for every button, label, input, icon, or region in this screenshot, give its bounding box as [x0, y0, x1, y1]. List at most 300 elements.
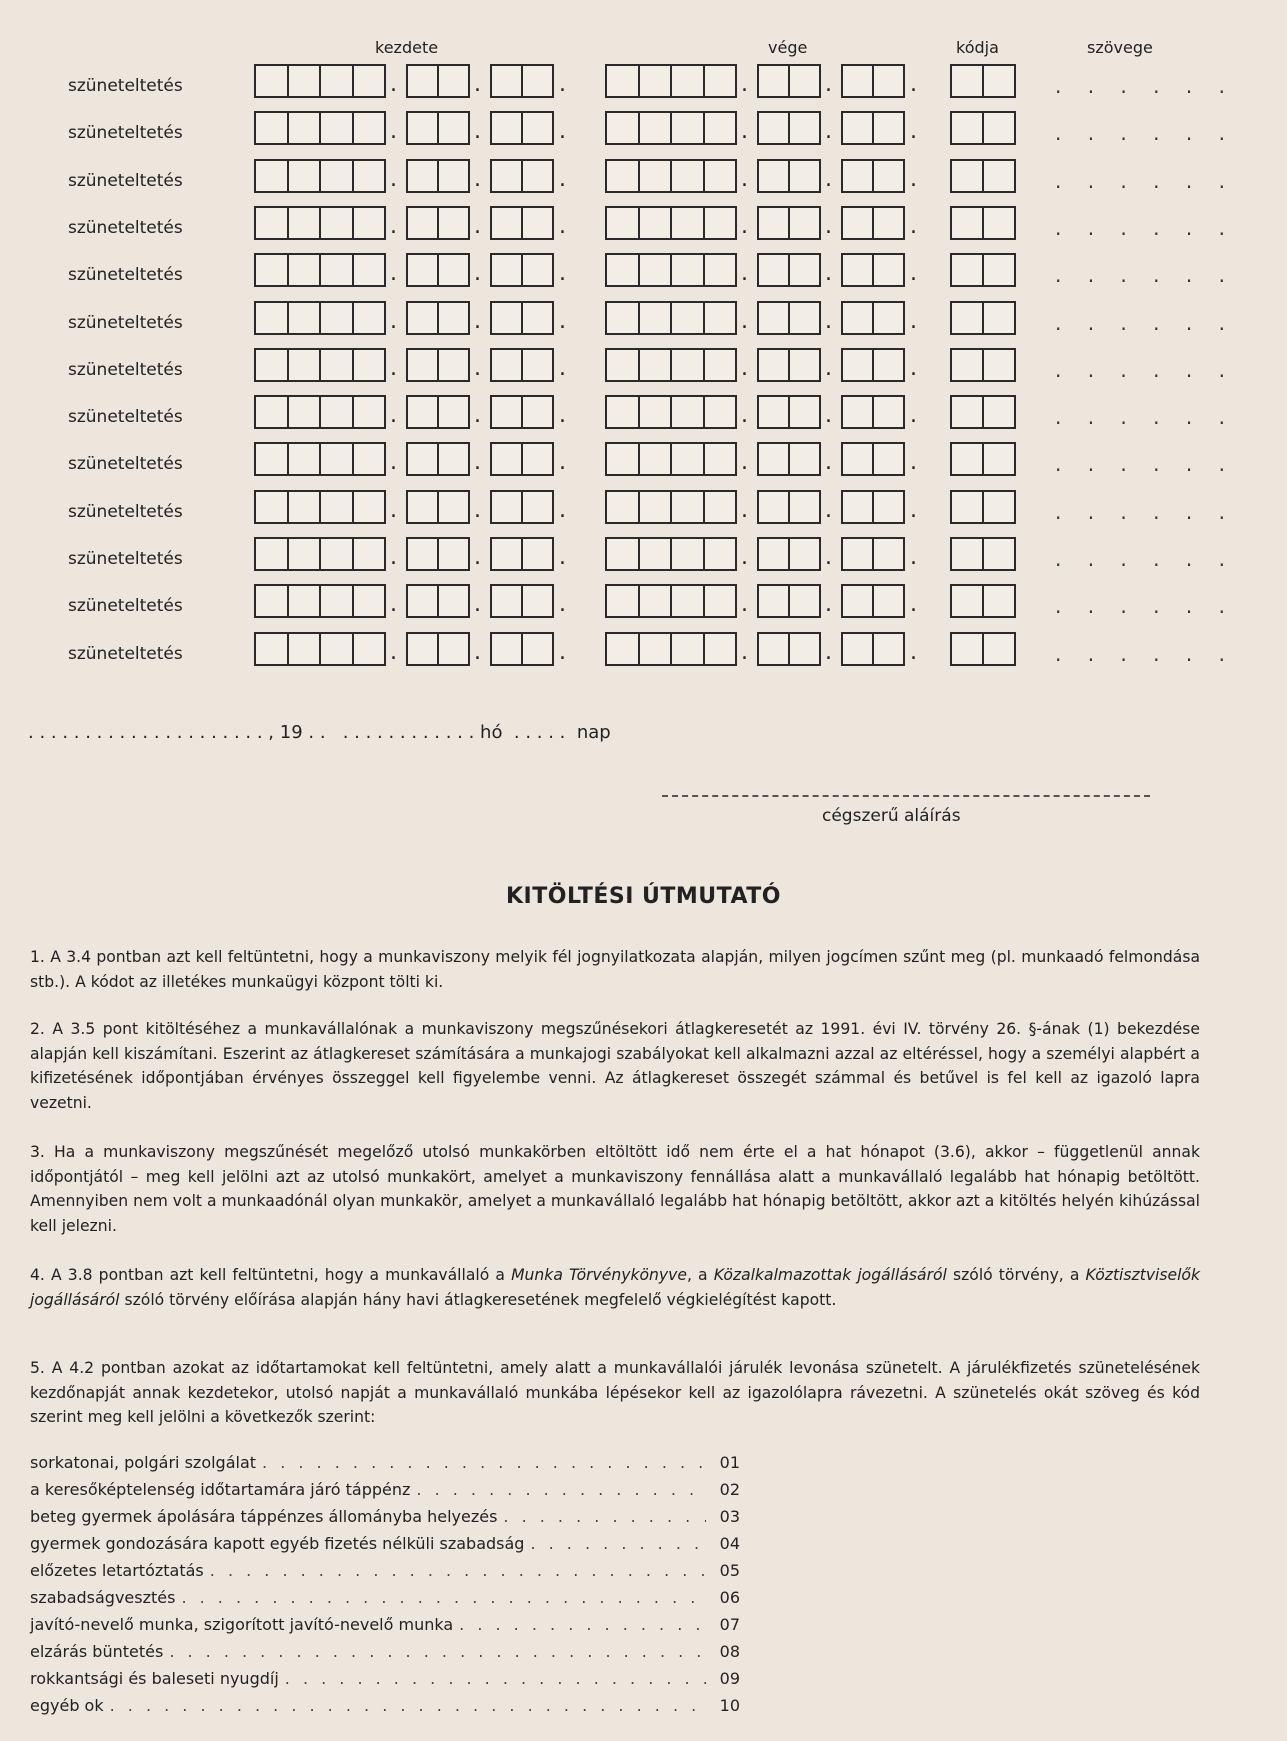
digit-cell[interactable]	[256, 255, 289, 285]
digit-cell[interactable]	[289, 66, 322, 96]
year-boxes[interactable]	[605, 64, 737, 98]
reason-text-field[interactable]: . . . . . .	[1055, 641, 1235, 666]
month-boxes[interactable]	[406, 395, 470, 429]
code-cells[interactable]	[950, 442, 1016, 476]
digit-cell[interactable]	[408, 303, 439, 333]
digit-cell[interactable]	[492, 113, 523, 143]
digit-cell[interactable]	[759, 397, 790, 427]
digit-cell[interactable]	[952, 255, 984, 285]
digit-cell[interactable]	[354, 350, 385, 380]
digit-cell[interactable]	[790, 586, 819, 616]
digit-cell[interactable]	[289, 586, 322, 616]
digit-cell[interactable]	[439, 303, 468, 333]
reason-text-field[interactable]: . . . . . .	[1055, 74, 1235, 98]
digit-cell[interactable]	[843, 397, 874, 427]
day-boxes[interactable]	[841, 584, 905, 618]
day-boxes[interactable]	[841, 395, 905, 429]
day-boxes[interactable]	[841, 442, 905, 476]
digit-cell[interactable]	[523, 113, 552, 143]
digit-cell[interactable]	[321, 586, 354, 616]
digit-cell[interactable]	[607, 66, 640, 96]
digit-cell[interactable]	[289, 634, 322, 664]
digit-cell[interactable]	[672, 350, 705, 380]
digit-cell[interactable]	[790, 208, 819, 238]
digit-cell[interactable]	[984, 161, 1014, 191]
digit-cell[interactable]	[256, 66, 289, 96]
day-boxes[interactable]	[841, 348, 905, 382]
digit-cell[interactable]	[874, 444, 903, 474]
digit-cell[interactable]	[256, 634, 289, 664]
digit-cell[interactable]	[354, 539, 385, 569]
year-boxes[interactable]	[254, 490, 386, 524]
digit-cell[interactable]	[354, 492, 385, 522]
digit-cell[interactable]	[952, 539, 984, 569]
digit-cell[interactable]	[354, 66, 385, 96]
digit-cell[interactable]	[523, 208, 552, 238]
year-boxes[interactable]	[605, 301, 737, 335]
code-cells[interactable]	[950, 111, 1016, 145]
digit-cell[interactable]	[672, 397, 705, 427]
digit-cell[interactable]	[408, 586, 439, 616]
digit-cell[interactable]	[492, 350, 523, 380]
year-boxes[interactable]	[254, 253, 386, 287]
month-boxes[interactable]	[406, 442, 470, 476]
digit-cell[interactable]	[354, 397, 385, 427]
reason-text-field[interactable]: . . . . . .	[1055, 168, 1235, 193]
digit-cell[interactable]	[607, 113, 640, 143]
digit-cell[interactable]	[408, 397, 439, 427]
digit-cell[interactable]	[952, 350, 984, 380]
digit-cell[interactable]	[705, 303, 736, 333]
digit-cell[interactable]	[289, 444, 322, 474]
digit-cell[interactable]	[759, 634, 790, 664]
digit-cell[interactable]	[843, 208, 874, 238]
digit-cell[interactable]	[640, 113, 673, 143]
digit-cell[interactable]	[640, 350, 673, 380]
month-boxes[interactable]	[757, 111, 821, 145]
reason-text-field[interactable]: . . . . . .	[1055, 452, 1235, 477]
digit-cell[interactable]	[492, 586, 523, 616]
digit-cell[interactable]	[705, 492, 736, 522]
code-cells[interactable]	[950, 395, 1016, 429]
digit-cell[interactable]	[672, 255, 705, 285]
digit-cell[interactable]	[705, 161, 736, 191]
digit-cell[interactable]	[354, 113, 385, 143]
day-boxes[interactable]	[490, 348, 554, 382]
digit-cell[interactable]	[672, 161, 705, 191]
digit-cell[interactable]	[984, 634, 1014, 664]
digit-cell[interactable]	[790, 255, 819, 285]
digit-cell[interactable]	[354, 303, 385, 333]
digit-cell[interactable]	[874, 113, 903, 143]
digit-cell[interactable]	[321, 303, 354, 333]
digit-cell[interactable]	[289, 255, 322, 285]
digit-cell[interactable]	[321, 397, 354, 427]
digit-cell[interactable]	[843, 66, 874, 96]
month-boxes[interactable]	[757, 490, 821, 524]
digit-cell[interactable]	[790, 634, 819, 664]
digit-cell[interactable]	[321, 161, 354, 191]
digit-cell[interactable]	[984, 444, 1014, 474]
day-boxes[interactable]	[841, 537, 905, 571]
year-boxes[interactable]	[605, 253, 737, 287]
digit-cell[interactable]	[439, 492, 468, 522]
digit-cell[interactable]	[874, 303, 903, 333]
digit-cell[interactable]	[640, 539, 673, 569]
year-boxes[interactable]	[605, 348, 737, 382]
digit-cell[interactable]	[759, 444, 790, 474]
month-boxes[interactable]	[406, 537, 470, 571]
code-cells[interactable]	[950, 348, 1016, 382]
digit-cell[interactable]	[790, 397, 819, 427]
digit-cell[interactable]	[321, 492, 354, 522]
month-boxes[interactable]	[757, 584, 821, 618]
digit-cell[interactable]	[354, 161, 385, 191]
digit-cell[interactable]	[321, 539, 354, 569]
reason-text-field[interactable]: . . . . . .	[1055, 310, 1235, 335]
year-boxes[interactable]	[605, 584, 737, 618]
month-boxes[interactable]	[406, 301, 470, 335]
digit-cell[interactable]	[790, 350, 819, 380]
digit-cell[interactable]	[640, 444, 673, 474]
digit-cell[interactable]	[607, 303, 640, 333]
digit-cell[interactable]	[607, 634, 640, 664]
year-boxes[interactable]	[605, 537, 737, 571]
digit-cell[interactable]	[874, 586, 903, 616]
month-boxes[interactable]	[757, 442, 821, 476]
digit-cell[interactable]	[523, 444, 552, 474]
year-boxes[interactable]	[605, 159, 737, 193]
day-boxes[interactable]	[841, 111, 905, 145]
digit-cell[interactable]	[790, 539, 819, 569]
year-boxes[interactable]	[254, 348, 386, 382]
code-cells[interactable]	[950, 584, 1016, 618]
day-boxes[interactable]	[490, 301, 554, 335]
digit-cell[interactable]	[759, 586, 790, 616]
digit-cell[interactable]	[492, 161, 523, 191]
code-cells[interactable]	[950, 253, 1016, 287]
month-boxes[interactable]	[757, 206, 821, 240]
digit-cell[interactable]	[952, 492, 984, 522]
digit-cell[interactable]	[289, 161, 322, 191]
year-boxes[interactable]	[605, 206, 737, 240]
digit-cell[interactable]	[408, 539, 439, 569]
year-boxes[interactable]	[254, 301, 386, 335]
digit-cell[interactable]	[952, 444, 984, 474]
digit-cell[interactable]	[874, 255, 903, 285]
month-boxes[interactable]	[757, 395, 821, 429]
day-boxes[interactable]	[490, 253, 554, 287]
digit-cell[interactable]	[289, 303, 322, 333]
digit-cell[interactable]	[672, 113, 705, 143]
digit-cell[interactable]	[607, 161, 640, 191]
digit-cell[interactable]	[492, 255, 523, 285]
code-cells[interactable]	[950, 537, 1016, 571]
day-boxes[interactable]	[841, 301, 905, 335]
digit-cell[interactable]	[492, 397, 523, 427]
digit-cell[interactable]	[354, 255, 385, 285]
digit-cell[interactable]	[523, 634, 552, 664]
month-boxes[interactable]	[757, 348, 821, 382]
digit-cell[interactable]	[874, 208, 903, 238]
digit-cell[interactable]	[439, 66, 468, 96]
digit-cell[interactable]	[408, 350, 439, 380]
digit-cell[interactable]	[321, 634, 354, 664]
month-boxes[interactable]	[406, 584, 470, 618]
digit-cell[interactable]	[984, 208, 1014, 238]
digit-cell[interactable]	[874, 161, 903, 191]
digit-cell[interactable]	[289, 350, 322, 380]
digit-cell[interactable]	[705, 255, 736, 285]
month-boxes[interactable]	[406, 348, 470, 382]
digit-cell[interactable]	[843, 444, 874, 474]
digit-cell[interactable]	[321, 113, 354, 143]
year-boxes[interactable]	[254, 632, 386, 666]
digit-cell[interactable]	[289, 113, 322, 143]
digit-cell[interactable]	[952, 397, 984, 427]
digit-cell[interactable]	[523, 397, 552, 427]
digit-cell[interactable]	[672, 492, 705, 522]
digit-cell[interactable]	[843, 255, 874, 285]
reason-text-field[interactable]: . . . . . .	[1055, 594, 1235, 619]
digit-cell[interactable]	[256, 586, 289, 616]
digit-cell[interactable]	[289, 397, 322, 427]
digit-cell[interactable]	[874, 397, 903, 427]
digit-cell[interactable]	[952, 113, 984, 143]
digit-cell[interactable]	[289, 492, 322, 522]
digit-cell[interactable]	[984, 255, 1014, 285]
digit-cell[interactable]	[408, 634, 439, 664]
year-boxes[interactable]	[254, 442, 386, 476]
digit-cell[interactable]	[523, 539, 552, 569]
digit-cell[interactable]	[640, 397, 673, 427]
code-cells[interactable]	[950, 490, 1016, 524]
digit-cell[interactable]	[607, 586, 640, 616]
year-boxes[interactable]	[254, 64, 386, 98]
digit-cell[interactable]	[843, 113, 874, 143]
digit-cell[interactable]	[607, 397, 640, 427]
digit-cell[interactable]	[408, 161, 439, 191]
digit-cell[interactable]	[492, 66, 523, 96]
digit-cell[interactable]	[952, 161, 984, 191]
digit-cell[interactable]	[705, 586, 736, 616]
digit-cell[interactable]	[523, 350, 552, 380]
digit-cell[interactable]	[354, 634, 385, 664]
digit-cell[interactable]	[952, 634, 984, 664]
digit-cell[interactable]	[439, 113, 468, 143]
digit-cell[interactable]	[256, 350, 289, 380]
digit-cell[interactable]	[640, 255, 673, 285]
code-cells[interactable]	[950, 301, 1016, 335]
digit-cell[interactable]	[321, 255, 354, 285]
month-boxes[interactable]	[757, 632, 821, 666]
digit-cell[interactable]	[256, 492, 289, 522]
month-boxes[interactable]	[757, 159, 821, 193]
digit-cell[interactable]	[984, 303, 1014, 333]
digit-cell[interactable]	[672, 634, 705, 664]
year-boxes[interactable]	[605, 442, 737, 476]
day-boxes[interactable]	[490, 206, 554, 240]
digit-cell[interactable]	[705, 350, 736, 380]
reason-text-field[interactable]: . . . . . .	[1055, 263, 1235, 288]
month-boxes[interactable]	[406, 64, 470, 98]
digit-cell[interactable]	[492, 492, 523, 522]
digit-cell[interactable]	[672, 586, 705, 616]
digit-cell[interactable]	[984, 492, 1014, 522]
month-boxes[interactable]	[406, 111, 470, 145]
digit-cell[interactable]	[984, 586, 1014, 616]
digit-cell[interactable]	[408, 113, 439, 143]
digit-cell[interactable]	[523, 492, 552, 522]
year-boxes[interactable]	[605, 395, 737, 429]
digit-cell[interactable]	[759, 113, 790, 143]
year-boxes[interactable]	[254, 111, 386, 145]
digit-cell[interactable]	[672, 539, 705, 569]
digit-cell[interactable]	[874, 492, 903, 522]
year-boxes[interactable]	[605, 490, 737, 524]
digit-cell[interactable]	[354, 444, 385, 474]
digit-cell[interactable]	[874, 66, 903, 96]
digit-cell[interactable]	[984, 350, 1014, 380]
digit-cell[interactable]	[256, 208, 289, 238]
digit-cell[interactable]	[759, 492, 790, 522]
digit-cell[interactable]	[705, 113, 736, 143]
digit-cell[interactable]	[408, 255, 439, 285]
digit-cell[interactable]	[256, 397, 289, 427]
digit-cell[interactable]	[408, 66, 439, 96]
digit-cell[interactable]	[439, 634, 468, 664]
day-boxes[interactable]	[841, 206, 905, 240]
digit-cell[interactable]	[672, 303, 705, 333]
digit-cell[interactable]	[354, 208, 385, 238]
digit-cell[interactable]	[790, 113, 819, 143]
day-boxes[interactable]	[490, 632, 554, 666]
code-cells[interactable]	[950, 632, 1016, 666]
digit-cell[interactable]	[256, 161, 289, 191]
day-boxes[interactable]	[841, 64, 905, 98]
month-boxes[interactable]	[757, 64, 821, 98]
digit-cell[interactable]	[640, 492, 673, 522]
digit-cell[interactable]	[984, 397, 1014, 427]
month-boxes[interactable]	[757, 253, 821, 287]
digit-cell[interactable]	[705, 634, 736, 664]
month-boxes[interactable]	[406, 253, 470, 287]
digit-cell[interactable]	[321, 350, 354, 380]
digit-cell[interactable]	[523, 161, 552, 191]
digit-cell[interactable]	[759, 161, 790, 191]
reason-text-field[interactable]: . . . . . .	[1055, 547, 1235, 571]
digit-cell[interactable]	[672, 444, 705, 474]
digit-cell[interactable]	[439, 350, 468, 380]
day-boxes[interactable]	[841, 632, 905, 666]
digit-cell[interactable]	[874, 634, 903, 664]
day-boxes[interactable]	[490, 395, 554, 429]
digit-cell[interactable]	[408, 444, 439, 474]
reason-text-field[interactable]: . . . . . .	[1055, 499, 1235, 524]
digit-cell[interactable]	[759, 66, 790, 96]
month-boxes[interactable]	[406, 206, 470, 240]
digit-cell[interactable]	[492, 208, 523, 238]
code-cells[interactable]	[950, 206, 1016, 240]
digit-cell[interactable]	[408, 208, 439, 238]
digit-cell[interactable]	[439, 586, 468, 616]
reason-text-field[interactable]: . . . . . .	[1055, 405, 1235, 430]
day-boxes[interactable]	[490, 111, 554, 145]
digit-cell[interactable]	[523, 303, 552, 333]
digit-cell[interactable]	[790, 444, 819, 474]
digit-cell[interactable]	[705, 208, 736, 238]
day-boxes[interactable]	[841, 490, 905, 524]
digit-cell[interactable]	[439, 208, 468, 238]
month-boxes[interactable]	[757, 301, 821, 335]
code-cells[interactable]	[950, 159, 1016, 193]
digit-cell[interactable]	[790, 303, 819, 333]
digit-cell[interactable]	[705, 444, 736, 474]
day-boxes[interactable]	[490, 159, 554, 193]
digit-cell[interactable]	[256, 539, 289, 569]
digit-cell[interactable]	[289, 208, 322, 238]
digit-cell[interactable]	[439, 161, 468, 191]
day-boxes[interactable]	[490, 584, 554, 618]
year-boxes[interactable]	[605, 632, 737, 666]
digit-cell[interactable]	[321, 66, 354, 96]
digit-cell[interactable]	[492, 539, 523, 569]
digit-cell[interactable]	[640, 66, 673, 96]
digit-cell[interactable]	[984, 539, 1014, 569]
day-boxes[interactable]	[490, 442, 554, 476]
digit-cell[interactable]	[439, 539, 468, 569]
digit-cell[interactable]	[439, 255, 468, 285]
digit-cell[interactable]	[607, 255, 640, 285]
year-boxes[interactable]	[254, 537, 386, 571]
digit-cell[interactable]	[289, 539, 322, 569]
day-boxes[interactable]	[841, 253, 905, 287]
digit-cell[interactable]	[439, 444, 468, 474]
digit-cell[interactable]	[952, 66, 984, 96]
digit-cell[interactable]	[952, 303, 984, 333]
digit-cell[interactable]	[607, 492, 640, 522]
digit-cell[interactable]	[843, 634, 874, 664]
digit-cell[interactable]	[256, 113, 289, 143]
digit-cell[interactable]	[705, 539, 736, 569]
digit-cell[interactable]	[952, 586, 984, 616]
digit-cell[interactable]	[523, 586, 552, 616]
digit-cell[interactable]	[759, 255, 790, 285]
month-boxes[interactable]	[406, 490, 470, 524]
digit-cell[interactable]	[843, 492, 874, 522]
year-boxes[interactable]	[254, 159, 386, 193]
digit-cell[interactable]	[843, 586, 874, 616]
digit-cell[interactable]	[354, 586, 385, 616]
digit-cell[interactable]	[492, 303, 523, 333]
digit-cell[interactable]	[492, 444, 523, 474]
digit-cell[interactable]	[952, 208, 984, 238]
digit-cell[interactable]	[843, 303, 874, 333]
month-boxes[interactable]	[406, 632, 470, 666]
digit-cell[interactable]	[492, 634, 523, 664]
code-cells[interactable]	[950, 64, 1016, 98]
digit-cell[interactable]	[843, 539, 874, 569]
digit-cell[interactable]	[874, 539, 903, 569]
digit-cell[interactable]	[759, 303, 790, 333]
digit-cell[interactable]	[843, 161, 874, 191]
digit-cell[interactable]	[408, 492, 439, 522]
digit-cell[interactable]	[984, 66, 1014, 96]
reason-text-field[interactable]: . . . . . .	[1055, 215, 1235, 240]
day-boxes[interactable]	[490, 490, 554, 524]
digit-cell[interactable]	[705, 66, 736, 96]
year-boxes[interactable]	[254, 584, 386, 618]
